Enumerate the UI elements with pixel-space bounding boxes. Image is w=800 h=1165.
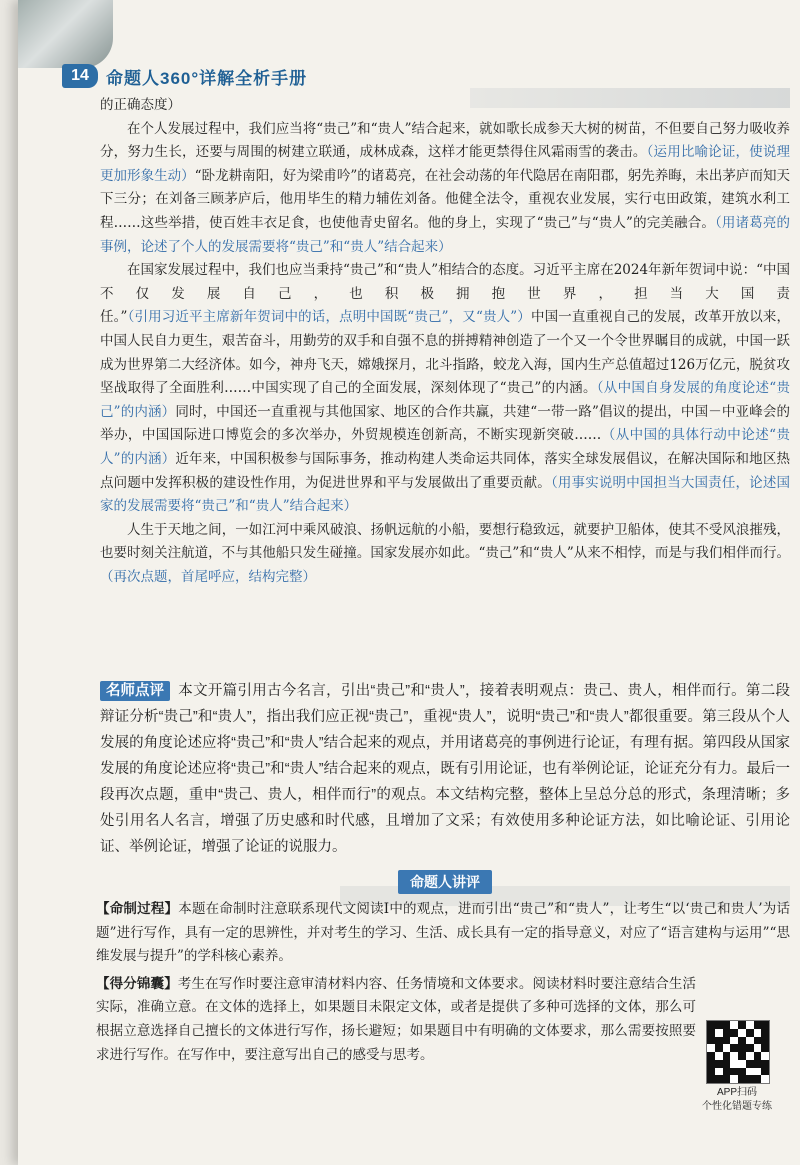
section-heading-label: 命题人讲评: [398, 870, 492, 894]
essay-text: 人生于天地之间，一如江河中乘风破浪、扬帆远航的小船，要想行稳致远，就要护卫船体，使其不受风浪摧残，也要时刻关注航道，不与其他船只发生碰撞。国家发展亦如此。“贵己”和“贵人”从来不相悖，而是与我们相伴而行。: [100, 521, 790, 562]
teacher-comment-tag: 名师点评: [100, 681, 170, 701]
essay-paragraph-national: [100, 259, 790, 519]
qr-caption-line2: 个性化错题专练: [702, 1101, 772, 1112]
process-text: 本题在命制时注意联系现代文阅读Ⅰ中的观点，进而引出“贵己”和“贵人”，让考生“以‘贵己和贵人’为话题”进行写作，具有一定的思辨性，并对考生的学习、生活、成长具有一定的指导意义，对应了“语言建构与运用”“思维发展与提升”的学科核心素养。: [96, 901, 790, 965]
process-paragraph: [96, 898, 790, 969]
annotation: （引用习近平主席新年贺词中的话，点明中国既“贵己”，又“贵人”）: [127, 309, 531, 326]
essay-paragraph-personal: [100, 118, 790, 260]
annotation: （用事实说明中国担当大国责任，论述国家的发展需要将“贵己”和“贵人”结合起来）: [100, 474, 791, 515]
annotation: （从中国自身发展的角度论述“贵己”的内涵）: [100, 380, 790, 420]
commentator-explanation: [96, 898, 790, 1071]
annotation: （再次点题，首尾呼应，结构完整）: [100, 568, 316, 585]
qr-caption: [690, 1086, 784, 1114]
essay-text: 在个人发展过程中，我们应当将“贵己”和“贵人”结合起来，就如歌长成参天大树的树苗，不但要自己努力吸收养分，努力生长，还要与周围的树建立联通，成林成森，这样才能更禁得住风霜雨雪的袭击。: [100, 120, 790, 161]
qr-code-icon[interactable]: [706, 1020, 770, 1084]
essay-text: 近年来，中国积极参与国际事务，推动构建人类命运共同体，落实全球发展倡议，在解决国际和地区热点问题中发挥积极的建设性作用，为促进世界和平与发展做出了重要贡献。: [100, 450, 790, 491]
annotation: （运用比喻论证，使说理更加形象生动）: [100, 144, 791, 184]
qr-caption-line1: APP扫码: [716, 1087, 757, 1098]
essay-text: 同时，中国还一直重视与其他国家、地区的合作共赢，共建“一带一路”倡议的提出，中国－中亚峰会的举办，中国国际进口博览会的多次举办，外贸规模连创新高，不断实现新突破……: [100, 403, 790, 444]
annotation: （从中国的具体行动中论述“贵人”的内涵）: [100, 427, 790, 467]
annotation: （用诸葛亮的事例，论述了个人的发展需要将“贵己”和“贵人”结合起来）: [100, 214, 790, 255]
essay-text: 在国家发展过程中，我们也应当秉持“贵己”和“贵人”相结合的态度。习近平主席在2024年新年贺词中说：“中国不仅发展自己，也积极拥抱世界，担当大国责任。”: [100, 262, 790, 326]
essay-text: “卧龙耕南阳，好为梁甫吟”的诸葛亮，在社会动荡的年代隐居在南阳郡，躬先养晦，未出茅庐而知天下三分；在刘备三顾茅庐后，他用毕生的精力辅佐刘备。他健全法令，重视农业发展，实行屯田政策，建筑水利工程……这些举措，使百姓丰衣足食，也使他青史留名。他的身上，实现了“贵己”与“贵人”的完美融合。: [100, 167, 790, 231]
book-title: 命题人360°详解全析手册: [106, 68, 308, 88]
section-heading: [100, 870, 790, 894]
corner-object: [18, 0, 113, 68]
page-header: [62, 62, 307, 90]
tips-text: 考生在写作时要注意审清材料内容、任务情境和文体要求。阅读材料时要注意结合生活实际，准确立意。在文体的选择上，如果题目未限定文体，或者是提供了多种可选择的文体，那么可根据立意选择自己擅长的文体进行写作，扬长避短；如果题目中有明确的文体要求，那么需要按照要求进行写作。在写作中，要注意写出自己的感受与思考。: [96, 975, 697, 1063]
tips-label: 【得分锦囊】: [96, 975, 178, 992]
essay-fragment: 的正确态度）: [100, 97, 181, 113]
page-number: 14: [62, 64, 98, 88]
teacher-comment: [100, 678, 790, 860]
teacher-comment-text: 本文开篇引用古今名言，引出“贵己”和“贵人”，接着表明观点：贵己、贵人，相伴而行。第二段辩证分析“贵己”和“贵人”，指出我们应正视“贵己”，重视“贵人”，说明“贵己”和“贵人”都很重要。第三段从个人发展的角度论述应将“贵己”和“贵人”结合起来的观点，并用诸葛亮的事例进行论证，有理有据。第四段从国家发展的角度论述应将“贵己”和“贵人”结合起来的观点，既有引用论证，也有举例论证，论证充分有力。最后一段再次点题，重申“贵己、贵人，相伴而行”的观点。本文结构完整，整体上呈总分总的形式，条理清晰；多处引用名人名言，增强了历史感和时代感，且增加了文采；有效使用多种论证方法，如比喻论证、引用论证、举例论证，增强了论证的说服力。: [100, 683, 790, 855]
essay-body: [100, 94, 790, 589]
tips-paragraph: [96, 973, 696, 1067]
essay-text: 中国一直重视自己的发展，改革开放以来，中国人民自力更生，艰苦奋斗，用勤劳的双手和自强不息的拼搏精神创造了一个又一个令世界瞩目的成就，中国一跃成为世界第二大经济体。如今，神舟飞天，嫦娥探月，北斗指路，蛟龙入海，国内生产总值超过126万亿元，脱贫攻坚战取得了全面胜利……中国实现了自己的全面发展，深刻体现了“贵己”的内涵。: [100, 309, 790, 397]
process-label: 【命制过程】: [96, 901, 179, 917]
essay-paragraph-conclusion: [100, 519, 790, 590]
